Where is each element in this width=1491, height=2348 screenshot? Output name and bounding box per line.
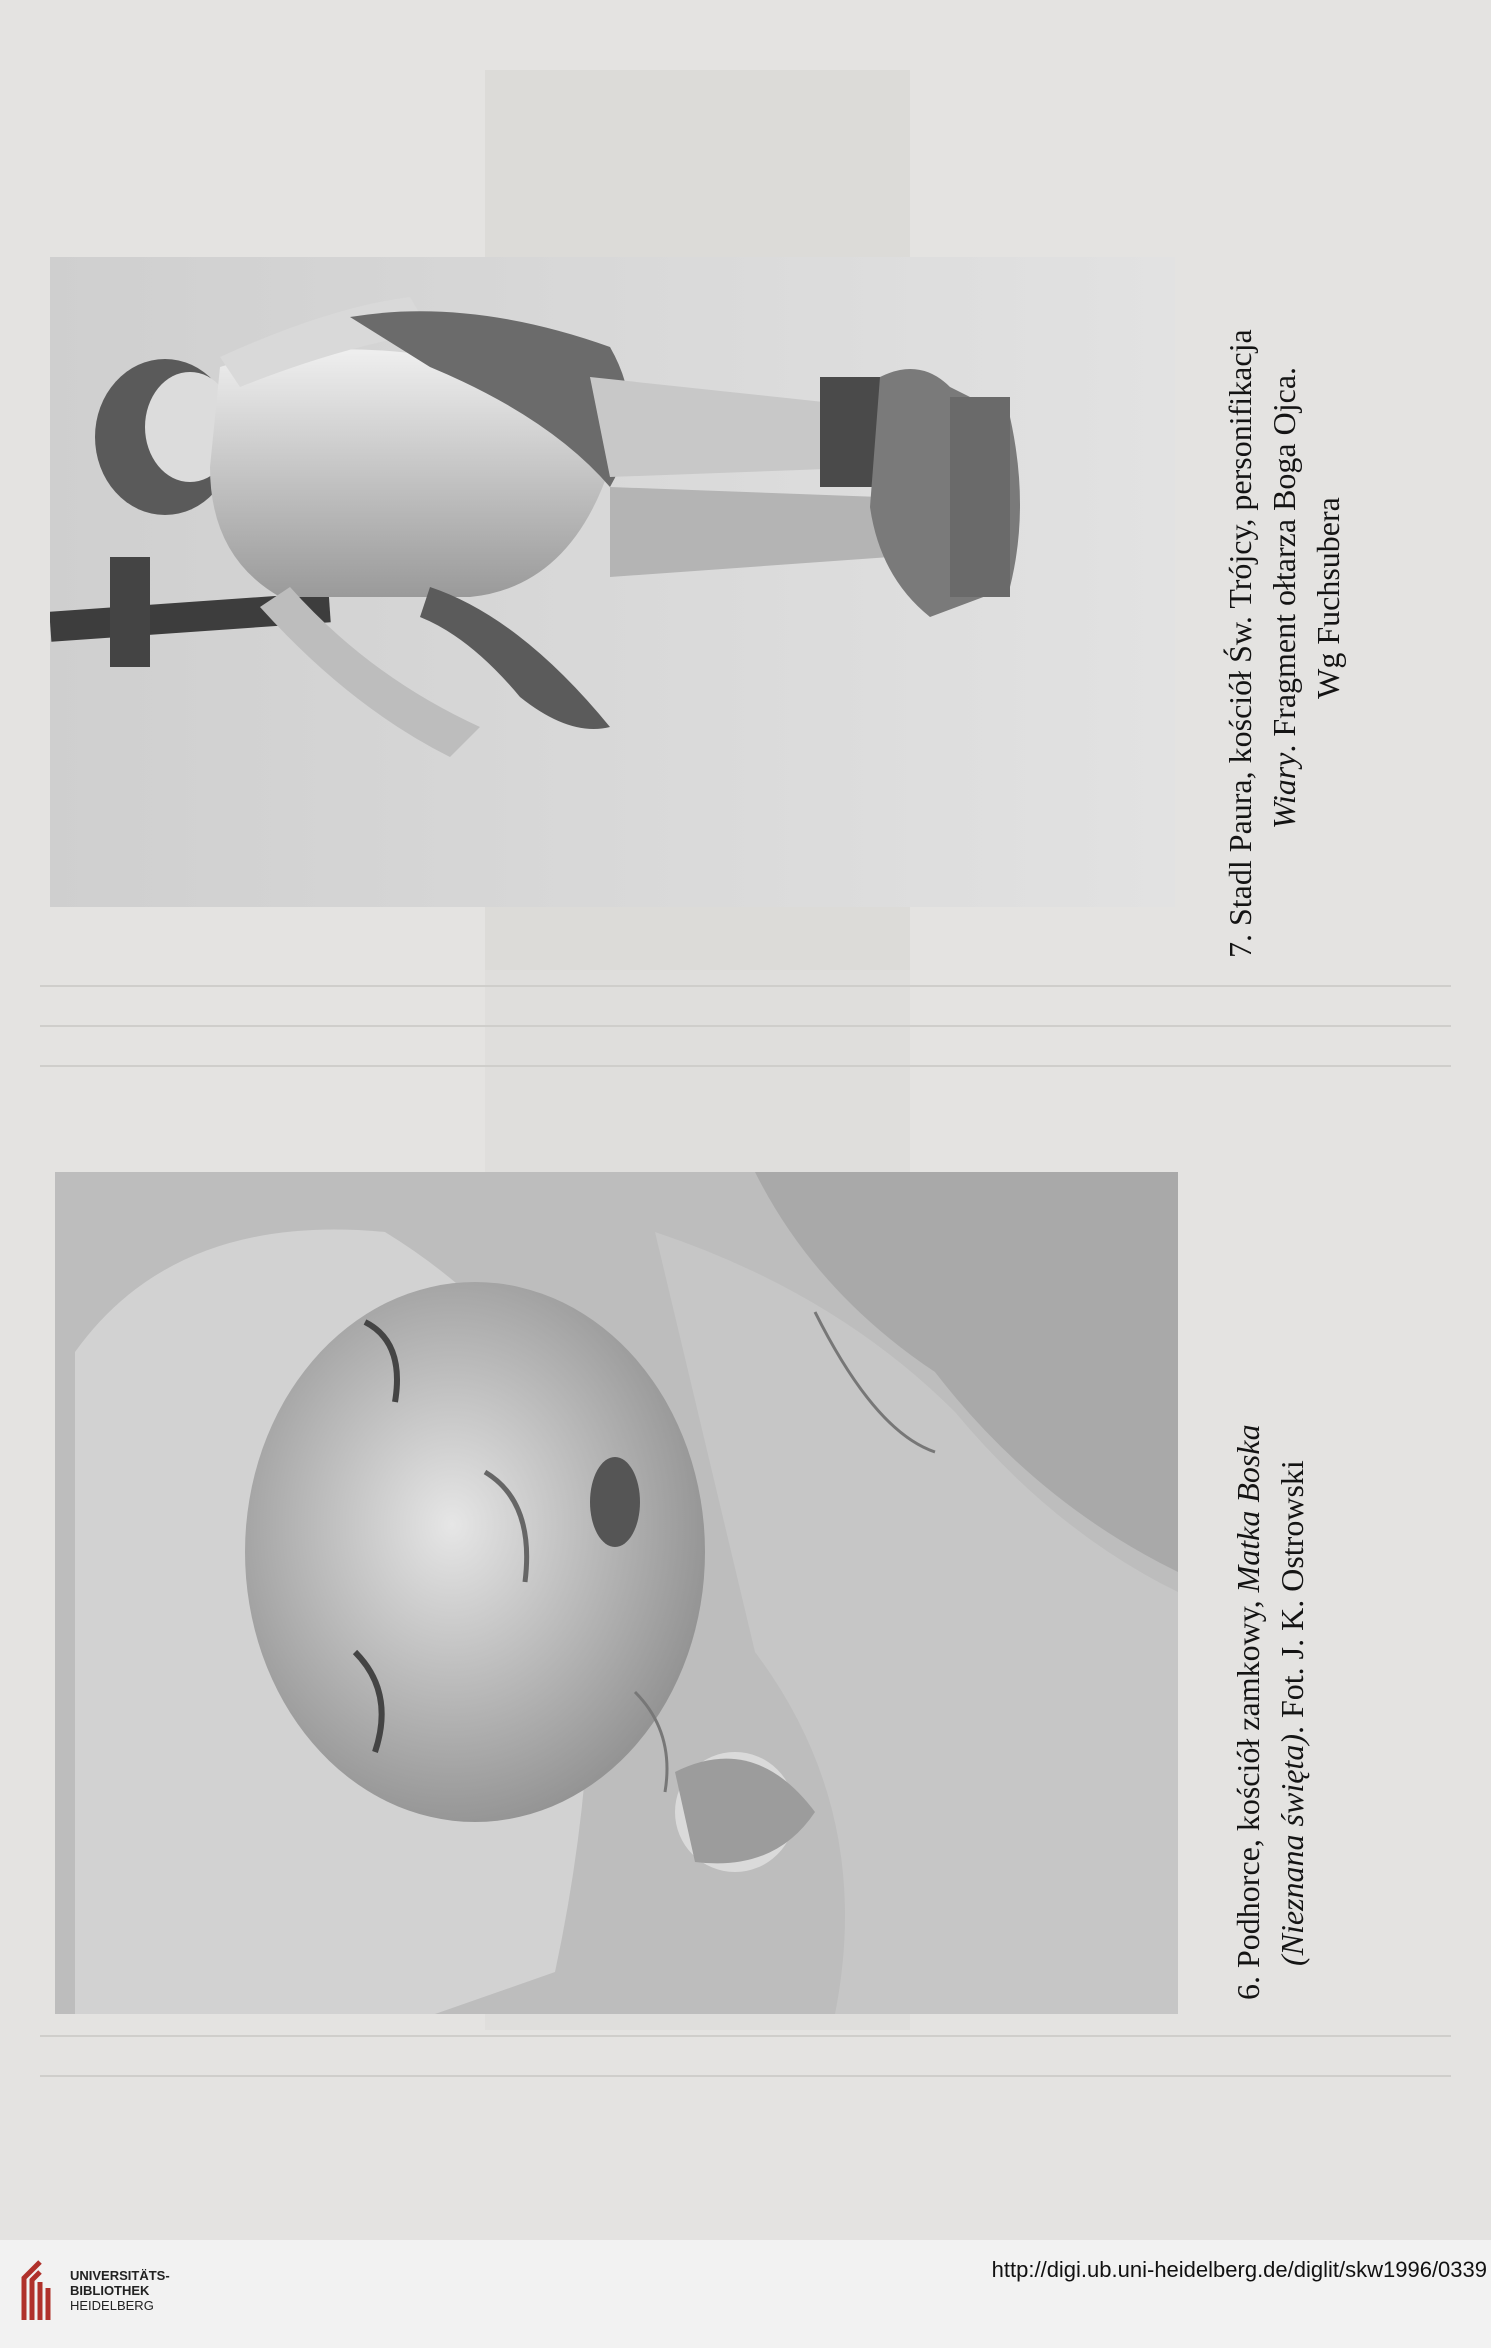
show-through-text-line xyxy=(40,985,1451,987)
show-through-text-line xyxy=(40,1025,1451,1027)
caption-line: Wg Fuchsubera xyxy=(1310,497,1346,699)
caption-italic: Matka Boska xyxy=(1230,1424,1266,1593)
show-through-text-line xyxy=(40,2035,1451,2037)
library-logo[interactable] xyxy=(18,2258,178,2328)
show-through-text-line xyxy=(40,1065,1451,1067)
caption-line xyxy=(1270,1200,1314,2000)
caption-text: 6. Podhorce, kościół zamkowy, xyxy=(1230,1592,1266,2000)
caption-text: . Fragment ołtarza Boga Ojca. xyxy=(1266,366,1302,753)
caption-line: 7. Stadl Paura, kościół Św. Trójcy, personifikacja xyxy=(1222,329,1258,958)
library-line: UNIVERSITÄTS- xyxy=(70,2268,170,2283)
madonna-head-illustration xyxy=(55,1172,1178,2014)
library-line: HEIDELBERG xyxy=(70,2298,154,2313)
caption-line xyxy=(1226,1200,1270,2000)
figure-6-caption xyxy=(1226,1200,1314,2000)
library-name xyxy=(70,2268,170,2313)
figure-7-photo xyxy=(50,257,1175,907)
library-line: BIBLIOTHEK xyxy=(70,2283,150,2298)
show-through-text-line xyxy=(40,2075,1451,2077)
caption-text: . Fot. J. K. Ostrowski xyxy=(1274,1460,1310,1735)
figure-6-photo xyxy=(55,1172,1178,2014)
figure-7-caption xyxy=(1218,238,1350,958)
caption-line xyxy=(1262,238,1306,958)
statue-faith-illustration xyxy=(50,257,1175,907)
caption-italic: Wiary xyxy=(1266,752,1302,830)
caption-italic: (Nieznana święta) xyxy=(1274,1734,1310,1966)
library-logo-icon xyxy=(18,2258,62,2324)
permalink-url[interactable]: http://digi.ub.uni-heidelberg.de/diglit/skw1996/0339 xyxy=(991,2257,1487,2282)
